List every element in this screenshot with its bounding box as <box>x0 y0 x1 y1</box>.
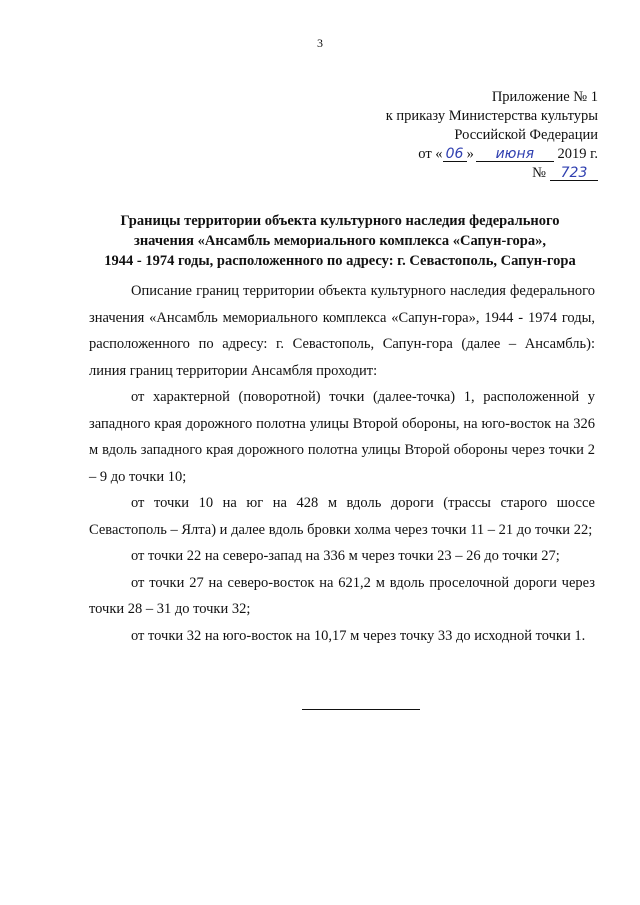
end-separator-line <box>302 709 420 710</box>
annex-date-line <box>268 145 598 164</box>
date-mid: » <box>466 146 474 162</box>
document-body <box>89 278 595 649</box>
paragraph-segment-1: от характерной (поворотной) точки (далее-точка) 1, расположенной у западного края дорожного полотна улицы Второй обороны, на юго-восток на 326 м вдоль западного края дорожного полотна улицы Второй обороны через точки 2 – 9 до точки 10; <box>89 389 595 485</box>
title-line-1: Границы территории объекта культурного наследия федерального <box>120 213 560 229</box>
paragraph-segment-4: от точки 27 на северо-восток на 621,2 м вдоль проселочной дороги через точки 28 – 31 до точки 32; <box>89 574 595 617</box>
paragraph-segment-5: от точки 32 на юго-восток на 10,17 м через точку 33 до исходной точки 1. <box>131 627 586 644</box>
date-year: 2019 г. <box>557 146 598 162</box>
handwritten-month: июня <box>476 147 554 162</box>
page-number: 3 <box>317 36 323 50</box>
number-prefix: № <box>532 165 546 181</box>
document-title <box>60 211 620 271</box>
date-prefix: от « <box>418 146 443 162</box>
annex-number-line <box>268 164 598 183</box>
title-line-3: 1944 - 1974 годы, расположенного по адресу: г. Севастополь, Сапун-гора <box>104 253 576 269</box>
paragraph-segment-3: от точки 22 на северо-запад на 336 м через точки 23 – 26 до точки 27; <box>131 548 560 564</box>
handwritten-day: 06 <box>443 147 467 162</box>
paragraph-segment-2: от точки 10 на юг на 428 м вдоль дороги (трассы старого шоссе Севастополь – Ялта) и далее вдоль бровки холма через точки 11 – 21 до точки 22; <box>89 495 595 538</box>
title-line-2: значения «Ансамбль мемориального комплекса «Сапун-гора», <box>134 233 546 249</box>
annex-ministry-line: Российской Федерации <box>454 127 598 143</box>
handwritten-number: 723 <box>550 166 598 181</box>
annex-order-line: к приказу Министерства культуры <box>385 108 598 124</box>
paragraph-description: Описание границ территории объекта культурного наследия федерального значения «Ансамбль мемориального комплекса «Сапун-гора», 1944 - 1974 годы, расположенного по адресу: г. Севастополь, Сапун-гора (далее – Ансамбль): линия границ территории Ансамбля проходит: <box>89 283 595 379</box>
annex-title: Приложение № 1 <box>491 89 598 105</box>
annex-header <box>268 88 598 183</box>
